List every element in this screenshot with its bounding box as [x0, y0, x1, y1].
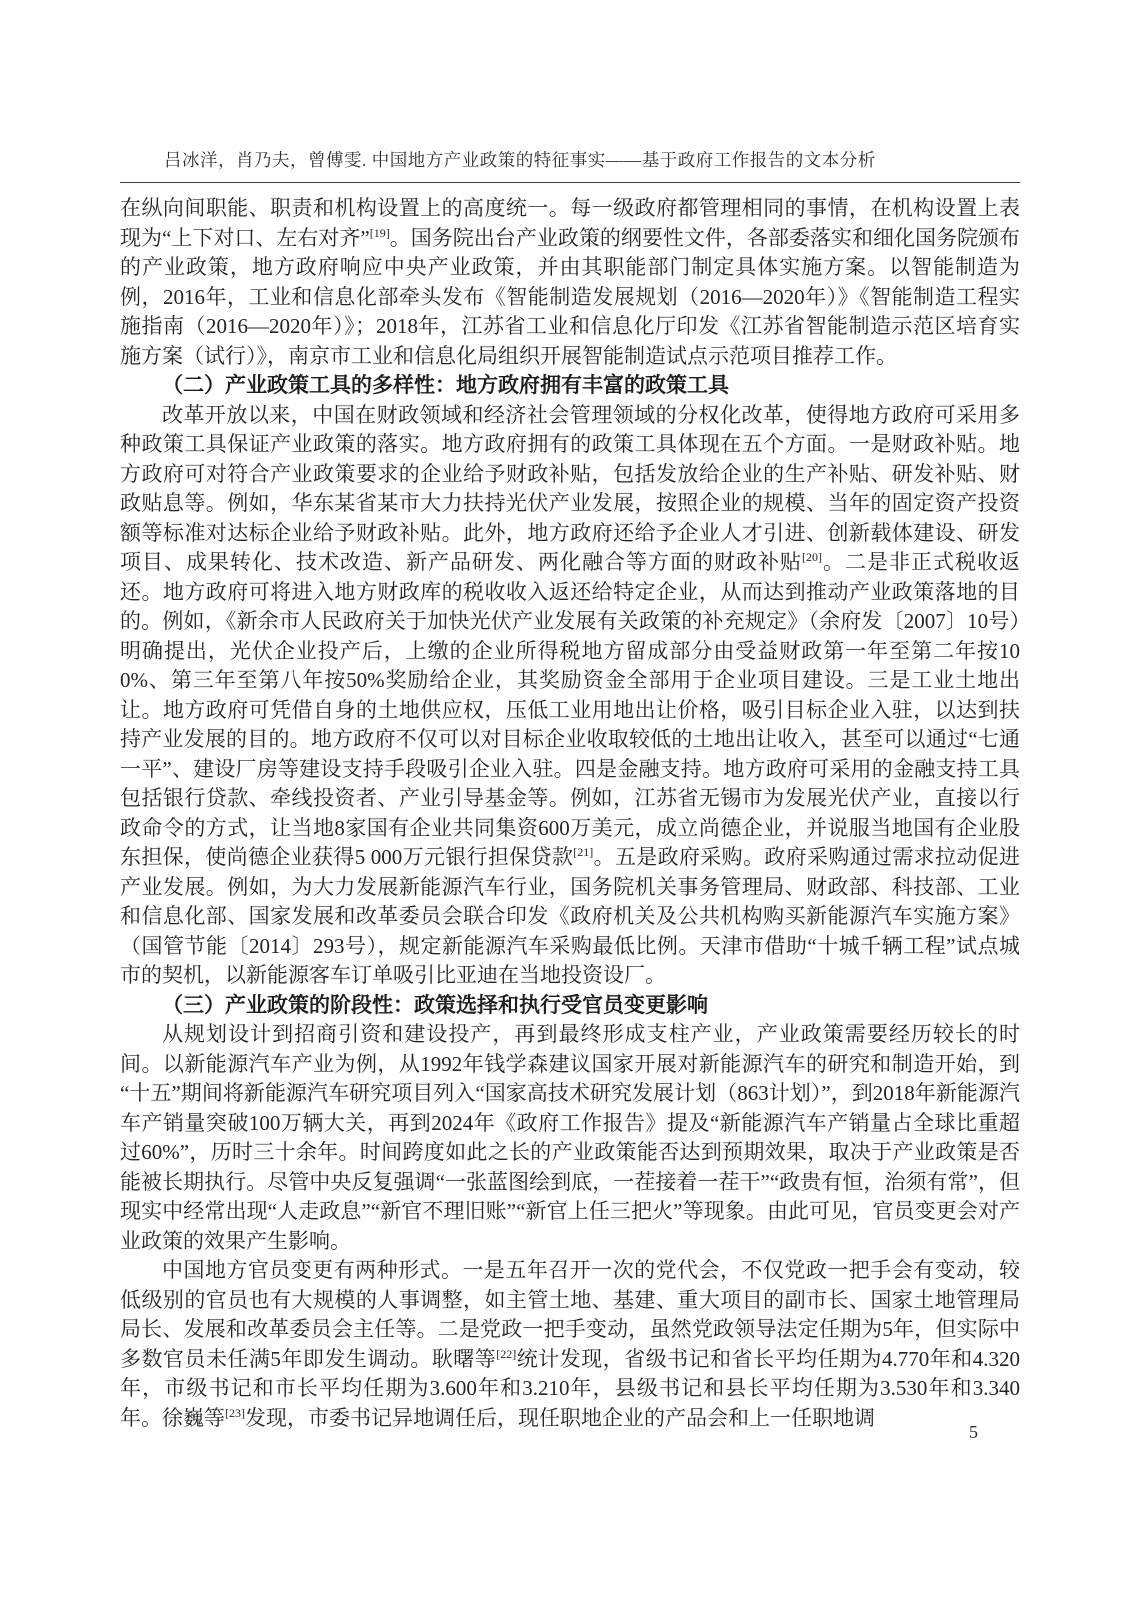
text-run: 中国地方官员变更有两种形式。一是五年召开一次的党代会，不仅党政一把手会有变动，较低级别的官员也有大规模的人事调整，如主管土地、基建、重大项目的副市长、国家土地管理局局长、发展和改革委员会主任等。二是党政一把手变动，虽然党政领导法定任期为5年，但实际中多数官员未任满5年即发生调动。耿曙等 — [120, 1258, 1020, 1371]
running-head — [120, 147, 1020, 183]
citation-ref: [22] — [496, 1346, 517, 1361]
text-run: 。国务院出台产业政策的纲要性文件，各部委落实和细化国务院颁布的产业政策，地方政府响应中央产业政策，并由其职能部门制定具体实施方案。以智能制造为例，2016年，工业和信息化部牵头发布《智能制造发展规划（2016—2020年）》《智能制造工程实施指南（2016—2020年）》；2018年，江苏省工业和信息化厅印发《江苏省智能制造示范区培育实施方案（试行）》，南京市工业和信息化局组织开展智能制造试点示范项目推荐工作。 — [120, 225, 1021, 368]
text-run: 。二是非正式税收返还。地方政府可将进入地方财政库的税收收入返还给特定企业，从而达到推动产业政策落地的目的。例如，《新余市人民政府关于加快光伏产业发展有关政策的补充规定》（余府发〔2007〕10号）明确提出，光伏企业投产后，上缴的企业所得税地方留成部分由受益财政第一年至第二年按100%、第三年至第八年按50%奖励给企业，其奖励资金全部用于企业项目建设。三是工业土地出让。地方政府可凭借自身的土地供应权，压低工业用地出让价格，吸引目标企业入驻，以达到扶持产业发展的目的。地方政府不仅可以对目标企业收取较低的土地出让收入，甚至可以通过“七通一平”、建设厂房等建设支持手段吸引企业入驻。四是金融支持。地方政府可采用的金融支持工具包括银行贷款、牵线投资者、产业引导基金等。例如，江苏省无锡市为发展光伏产业，直接以行政命令的方式，让当地8家国有企业共同集资600万美元，成立尚德企业，并说服当地国有企业股东担保，使尚德企业获得5 000万元银行担保贷款 — [120, 550, 1020, 869]
citation-ref: [19] — [369, 225, 390, 240]
body-paragraph — [120, 1256, 1020, 1433]
text-run: 统计发现，省级书记和省长平均任期为4.770年和4.320年，市级书记和市长平均任期为3.600年和3.210年，县级书记和县长平均任期为3.530年和3.340年。徐巍等 — [120, 1346, 1021, 1430]
citation-ref: [20] — [802, 550, 822, 564]
page-content — [120, 147, 1020, 1433]
body-paragraph — [120, 194, 1020, 371]
section-heading — [120, 371, 1020, 401]
citation-ref: [23] — [225, 1405, 245, 1420]
text-run: 从规划设计到招商引资和建设投产，再到最终形成支柱产业，产业政策需要经历较长的时间。以新能源汽车产业为例，从1992年钱学森建议国家开展对新能源汽车的研究和制造开始，到“十五”期间将新能源汽车研究项目列入“国家高技术研究发展计划（863计划）”，到2018年新能源汽车产销量突破100万辆大关，再到2024年《政府工作报告》提及“新能源汽车产销量占全球比重超过60%”，历时三十余年。时间跨度如此之长的产业政策能否达到预期效果，取决于产业政策是否能被长期执行。尽管中央反复强调“一张蓝图绘到底，一茬接着一茬干”“政贵有恒，治须有常”，但现实中经常出现“人走政息”“新官不理旧账”“新官上任三把火”等现象。由此可见，官员变更会对产业政策的效果产生影响。 — [120, 1022, 1020, 1253]
body-paragraph — [120, 1020, 1020, 1256]
citation-ref: [21] — [573, 845, 594, 859]
text-run: （二）产业政策工具的多样性：地方政府拥有丰富的政策工具 — [162, 374, 729, 397]
article-body — [120, 194, 1020, 1433]
text-run: 在纵向间职能、职责和机构设置上的高度统一。每一级政府都管理相同的事情，在机构设置上表现为“上下对口、左右对齐” — [120, 196, 1020, 250]
text-run: （三）产业政策的阶段性：政策选择和执行受官员变更影响 — [162, 993, 708, 1017]
section-heading — [120, 991, 1020, 1021]
running-head-citation: 吕冰洋，肖乃夫，曾傅雯. 中国地方产业政策的特征事实——基于政府工作报告的文本分析 — [164, 150, 876, 170]
text-run: 。五是政府采购。政府采购通过需求拉动促进产业发展。例如，为大力发展新能源汽车行业，国务院机关事务管理局、财政部、科技部、工业和信息化部、国家发展和改革委员会联合印发《政府机关及公共机构购买新能源汽车实施方案》（国管节能〔2014〕293号），规定新能源汽车采购最低比例。天津市借助“十城千辆工程”试点城市的契机，以新能源客车订单吸引比亚迪在当地投资设厂。 — [120, 845, 1021, 987]
text-run: 改革开放以来，中国在财政领域和经济社会管理领域的分权化改革，使得地方政府可采用多种政策工具保证产业政策的落实。地方政府拥有的政策工具体现在五个方面。一是财政补贴。地方政府可对符合产业政策要求的企业给予财政补贴，包括发放给企业的生产补贴、研发补贴、财政贴息等。例如，华东某省某市大力扶持光伏产业发展，按照企业的规模、当年的固定资产投资额等标准对达标企业给予财政补贴。此外，地方政府还给予企业人才引进、创新载体建设、研发项目、成果转化、技术改造、新产品研发、两化融合等方面的财政补贴 — [120, 402, 1020, 574]
text-run: 发现，市委书记异地调任后，现任职地企业的产品会和上一任职地调 — [245, 1405, 875, 1430]
page-number: 5 — [969, 1422, 978, 1442]
body-paragraph — [120, 401, 1020, 991]
